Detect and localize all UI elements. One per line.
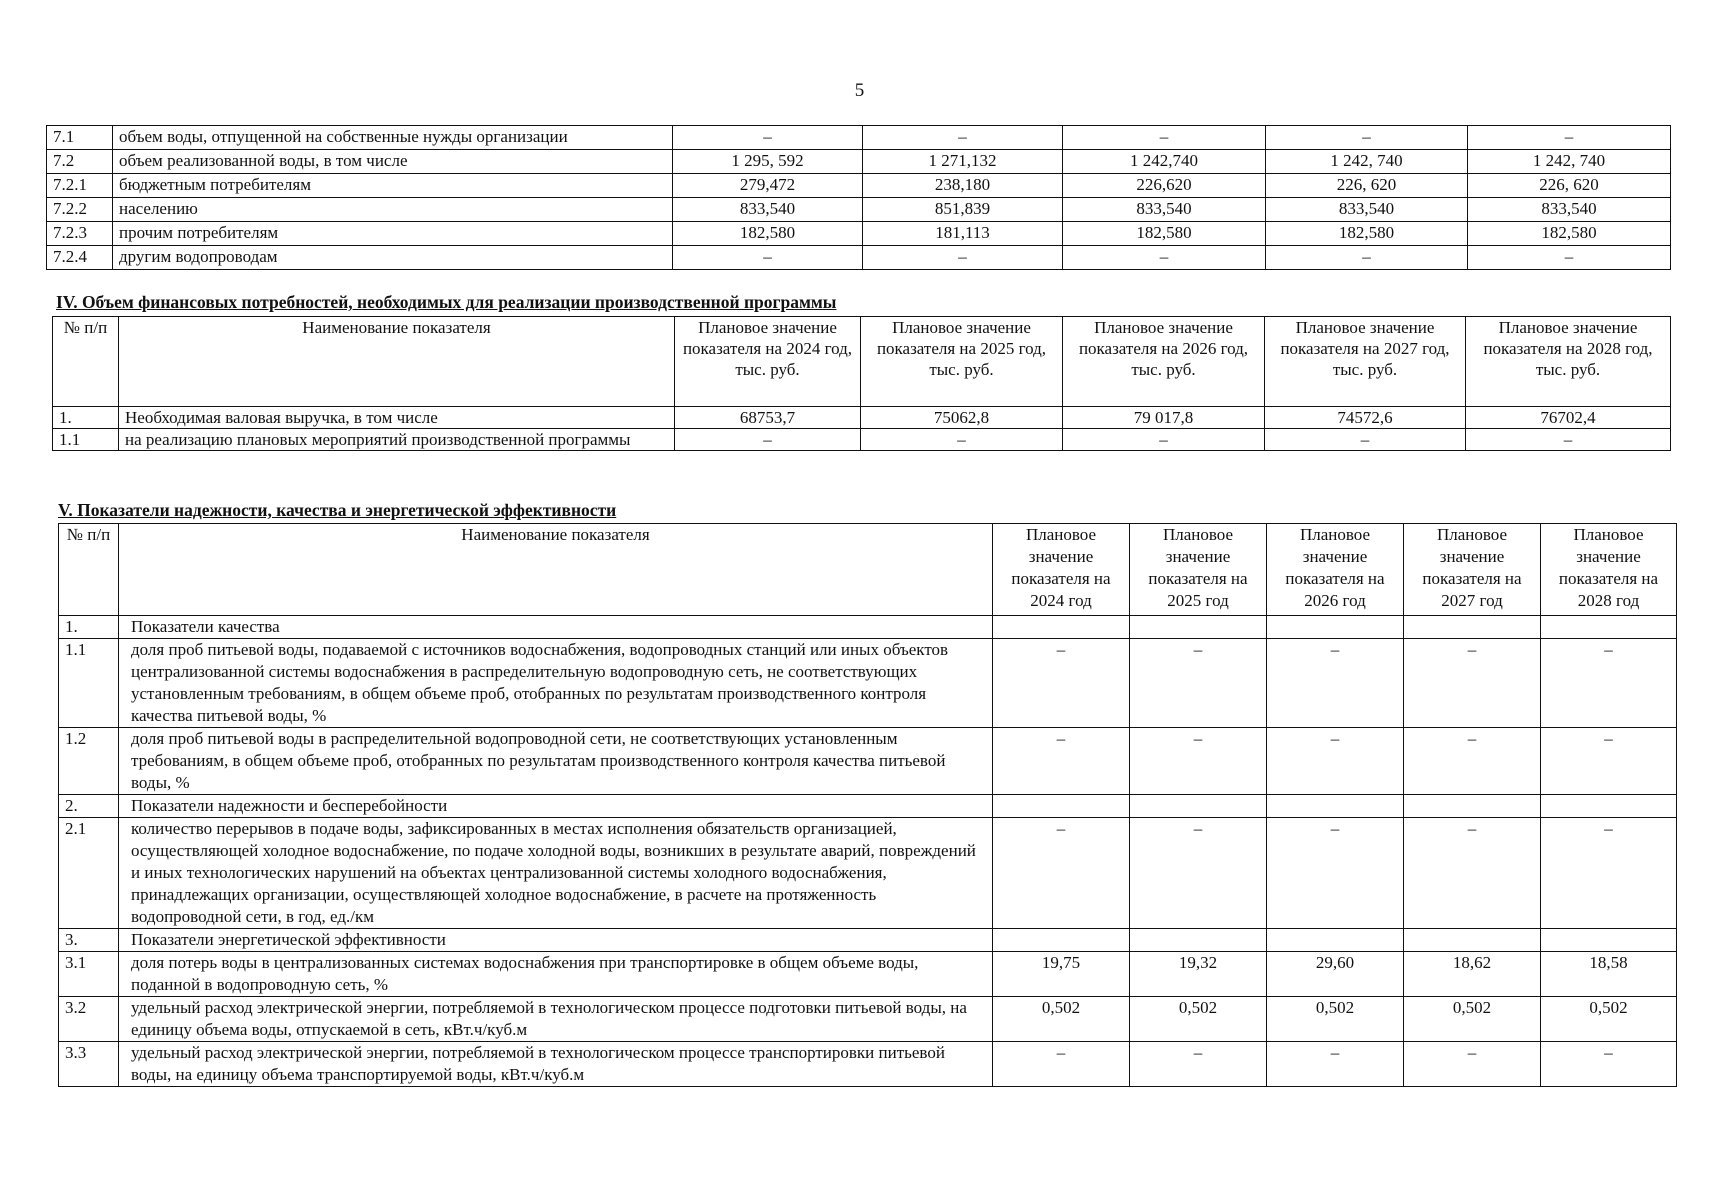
header-name: Наименование показателя (119, 524, 993, 616)
row-name: доля проб питьевой воды, подаваемой с источников водоснабжения, водопроводных станций или иных объектов централизованной системы водоснабжения в распределительную водопроводную сеть, не соответствующих установленным требованиям, в общем объеме проб, отобранных по результатам производственного контроля качества питьевой воды, % (119, 639, 993, 728)
row-name: на реализацию плановых мероприятий производственной программы (119, 429, 675, 451)
row-name: Показатели энергетической эффективности (119, 929, 993, 952)
row-name: объем реализованной воды, в том числе (113, 150, 673, 174)
section-5-title: V. Показатели надежности, качества и энергетической эффективности (58, 500, 617, 520)
value-cell: – (1468, 126, 1671, 150)
value-cell (1541, 795, 1677, 818)
value-cell: – (1541, 639, 1677, 728)
row-name: доля потерь воды в централизованных системах водоснабжения при транспортировке в общем объеме воды, поданной в водопроводную сеть, % (119, 952, 993, 997)
value-cell: 0,502 (1267, 997, 1404, 1042)
row-name: населению (113, 198, 673, 222)
row-name: бюджетным потребителям (113, 174, 673, 198)
row-number: 7.2 (47, 150, 113, 174)
row-number: 1.2 (59, 728, 119, 795)
value-cell: 851,839 (863, 198, 1063, 222)
row-number: 3.1 (59, 952, 119, 997)
value-cell: – (993, 818, 1130, 929)
value-cell (1541, 616, 1677, 639)
row-number: 2. (59, 795, 119, 818)
water-volume-table (46, 125, 1671, 270)
value-cell (1130, 929, 1267, 952)
header-col-2026: Плановое значение показателя на 2026 год, тыс. руб. (1063, 317, 1265, 407)
value-cell (1404, 795, 1541, 818)
value-cell: 18,58 (1541, 952, 1677, 997)
table-row (47, 126, 1671, 150)
row-name: Показатели качества (119, 616, 993, 639)
table-row (59, 929, 1677, 952)
header-col-2028: Плановое значение показателя на 2028 год, тыс. руб. (1466, 317, 1671, 407)
value-cell: – (1266, 246, 1468, 270)
value-cell: – (1404, 728, 1541, 795)
value-cell: 833,540 (1468, 198, 1671, 222)
value-cell: – (1404, 818, 1541, 929)
table-row (47, 150, 1671, 174)
value-cell: 182,580 (1266, 222, 1468, 246)
value-cell: – (1266, 126, 1468, 150)
value-cell: – (1466, 429, 1671, 451)
value-cell: 833,540 (673, 198, 863, 222)
value-cell: – (1541, 1042, 1677, 1087)
value-cell: 279,472 (673, 174, 863, 198)
value-cell (993, 795, 1130, 818)
header-col-2027: Плановое значение показателя на 2027 год, тыс. руб. (1265, 317, 1466, 407)
value-cell: 79 017,8 (1063, 407, 1265, 429)
row-name: Необходимая валовая выручка, в том числе (119, 407, 675, 429)
header-col-2025: Плановое значение показателя на 2025 год, тыс. руб. (861, 317, 1063, 407)
row-name: доля проб питьевой воды в распределительной водопроводной сети, не соответствующих установленным требованиям, в общем объеме проб, отобранных по результатам производственного контроля качества питьевой воды, % (119, 728, 993, 795)
table-row (47, 246, 1671, 270)
value-cell: 1 242,740 (1063, 150, 1266, 174)
row-name: прочим потребителям (113, 222, 673, 246)
value-cell: – (1063, 126, 1266, 150)
value-cell: 226, 620 (1468, 174, 1671, 198)
header-col-2024: Плановое значение показателя на 2024 год (993, 524, 1130, 616)
value-cell (1404, 929, 1541, 952)
value-cell (993, 616, 1130, 639)
value-cell (1267, 929, 1404, 952)
row-name: удельный расход электрической энергии, потребляемой в технологическом процессе подготовки питьевой воды, на единицу объема воды, отпускаемой в сеть, кВт.ч/куб.м (119, 997, 993, 1042)
value-cell: 226,620 (1063, 174, 1266, 198)
row-name: удельный расход электрической энергии, потребляемой в технологическом процессе транспортировки питьевой воды, на единицу объема транспортируемой воды, кВт.ч/куб.м (119, 1042, 993, 1087)
page-number: 5 (854, 80, 865, 101)
value-cell: – (993, 728, 1130, 795)
table-row (53, 429, 1671, 451)
header-col-2028: Плановое значение показателя на 2028 год (1541, 524, 1677, 616)
value-cell: – (1267, 818, 1404, 929)
row-number: 3.3 (59, 1042, 119, 1087)
row-number: 7.2.1 (47, 174, 113, 198)
header-col-2026: Плановое значение показателя на 2026 год (1267, 524, 1404, 616)
value-cell: 181,113 (863, 222, 1063, 246)
value-cell: – (1130, 639, 1267, 728)
value-cell: 0,502 (1404, 997, 1541, 1042)
row-name: Показатели надежности и бесперебойности (119, 795, 993, 818)
row-number: 1.1 (59, 639, 119, 728)
header-col-2024: Плановое значение показателя на 2024 год, тыс. руб. (675, 317, 861, 407)
table-row (59, 616, 1677, 639)
value-cell: 833,540 (1063, 198, 1266, 222)
value-cell: 182,580 (1468, 222, 1671, 246)
value-cell: 238,180 (863, 174, 1063, 198)
value-cell: – (673, 246, 863, 270)
table-row (59, 1042, 1677, 1087)
value-cell: – (1267, 728, 1404, 795)
table-row (53, 407, 1671, 429)
financial-needs-table (52, 316, 1671, 451)
row-number: 2.1 (59, 818, 119, 929)
header-col-2025: Плановое значение показателя на 2025 год (1130, 524, 1267, 616)
value-cell (1404, 616, 1541, 639)
header-no: № п/п (59, 524, 119, 616)
value-cell: – (993, 1042, 1130, 1087)
value-cell: – (1063, 246, 1266, 270)
value-cell: 19,75 (993, 952, 1130, 997)
value-cell: 74572,6 (1265, 407, 1466, 429)
row-number: 7.2.3 (47, 222, 113, 246)
table-row (59, 997, 1677, 1042)
row-number: 1. (53, 407, 119, 429)
value-cell: 226, 620 (1266, 174, 1468, 198)
value-cell: – (1267, 639, 1404, 728)
value-cell: – (1468, 246, 1671, 270)
value-cell: – (863, 246, 1063, 270)
value-cell: – (1404, 1042, 1541, 1087)
table-row (47, 198, 1671, 222)
value-cell: 1 242, 740 (1266, 150, 1468, 174)
value-cell (1130, 795, 1267, 818)
value-cell: 833,540 (1266, 198, 1468, 222)
value-cell: – (1130, 728, 1267, 795)
value-cell: 0,502 (1541, 997, 1677, 1042)
value-cell: – (1541, 728, 1677, 795)
row-number: 3.2 (59, 997, 119, 1042)
value-cell: 182,580 (1063, 222, 1266, 246)
table-row (59, 795, 1677, 818)
value-cell: 1 271,132 (863, 150, 1063, 174)
table-row (59, 728, 1677, 795)
header-no: № п/п (53, 317, 119, 407)
row-number: 1. (59, 616, 119, 639)
value-cell: 0,502 (993, 997, 1130, 1042)
reliability-quality-table (58, 523, 1677, 1087)
row-number: 3. (59, 929, 119, 952)
table-row (59, 818, 1677, 929)
value-cell: 18,62 (1404, 952, 1541, 997)
row-number: 7.2.2 (47, 198, 113, 222)
value-cell: 76702,4 (1466, 407, 1671, 429)
row-name: другим водопроводам (113, 246, 673, 270)
row-number: 7.1 (47, 126, 113, 150)
value-cell: – (863, 126, 1063, 150)
table-row (59, 639, 1677, 728)
value-cell (1541, 929, 1677, 952)
value-cell: 68753,7 (675, 407, 861, 429)
value-cell: 29,60 (1267, 952, 1404, 997)
value-cell: – (1404, 639, 1541, 728)
value-cell: – (1265, 429, 1466, 451)
row-number: 7.2.4 (47, 246, 113, 270)
table-row (47, 174, 1671, 198)
value-cell (1267, 795, 1404, 818)
value-cell: – (1267, 1042, 1404, 1087)
value-cell: – (1130, 818, 1267, 929)
value-cell: – (673, 126, 863, 150)
header-col-2027: Плановое значение показателя на 2027 год (1404, 524, 1541, 616)
value-cell (1267, 616, 1404, 639)
value-cell: 0,502 (1130, 997, 1267, 1042)
table-row (59, 952, 1677, 997)
header-name: Наименование показателя (119, 317, 675, 407)
value-cell: – (1063, 429, 1265, 451)
value-cell: 1 295, 592 (673, 150, 863, 174)
value-cell: 19,32 (1130, 952, 1267, 997)
row-number: 1.1 (53, 429, 119, 451)
value-cell: – (1541, 818, 1677, 929)
row-name: объем воды, отпущенной на собственные нужды организации (113, 126, 673, 150)
value-cell: 182,580 (673, 222, 863, 246)
section-4-title: IV. Объем финансовых потребностей, необходимых для реализации производственной программы (56, 292, 837, 312)
value-cell (993, 929, 1130, 952)
value-cell: – (993, 639, 1130, 728)
value-cell: – (1130, 1042, 1267, 1087)
value-cell: 1 242, 740 (1468, 150, 1671, 174)
value-cell (1130, 616, 1267, 639)
value-cell: 75062,8 (861, 407, 1063, 429)
value-cell: – (861, 429, 1063, 451)
row-name: количество перерывов в подаче воды, зафиксированных в местах исполнения обязательств организацией, осуществляющей холодное водоснабжение, по подаче холодной воды, возникших в результате аварий, повреждений и иных технологических нарушений на объектах централизованной системы холодного водоснабжения, принадлежащих организации, осуществляющей холодное водоснабжение, в расчете на протяженность водопроводной сети, в год, ед./км (119, 818, 993, 929)
value-cell: – (675, 429, 861, 451)
table-row (47, 222, 1671, 246)
